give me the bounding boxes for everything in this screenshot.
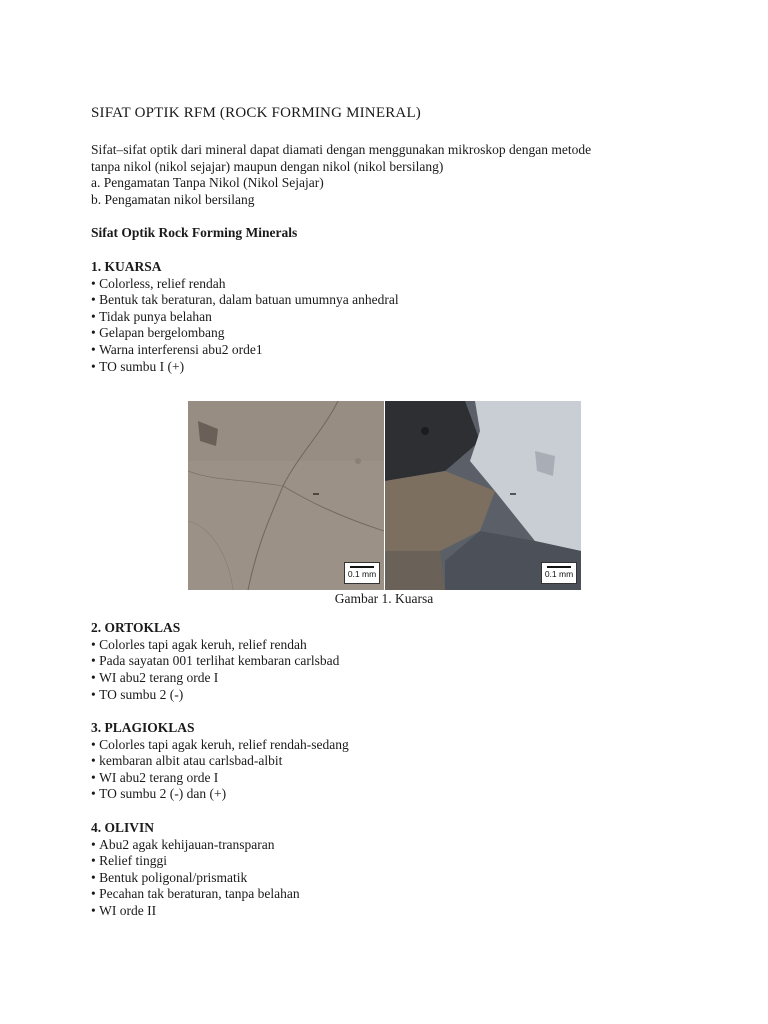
list-item: • TO sumbu 2 (-) dan (+) [91,786,691,803]
kuarsa-list [91,276,691,376]
scale-bar-left: 0.1 mm [344,562,380,584]
list-item: • Colorles tapi agak keruh, relief rendah [91,637,691,654]
quartz-micrograph-figure [188,401,581,591]
intro-line-1: Sifat–sifat optik dari mineral dapat diamati dengan menggunakan mikroskop dengan metode [91,142,592,157]
section-heading-ortoklas: 2. ORTOKLAS [91,620,181,636]
section-subheading: Sifat Optik Rock Forming Minerals [91,225,298,241]
intro-item-a: a. Pengamatan Tanpa Nikol (Nikol Sejajar) [91,175,324,191]
list-item: • Gelapan bergelombang [91,325,691,342]
micrograph-parallel-nicol [188,401,384,590]
intro-line-2: tanpa nikol (nikol sejajar) maupun dengan nikol (nikol bersilang) [91,158,444,174]
intro-item-b: b. Pengamatan nikol bersilang [91,191,255,207]
micrograph-crossed-nicol [385,401,581,590]
list-item: • Pada sayatan 001 terlihat kembaran carlsbad [91,653,691,670]
section-heading-kuarsa: 1. KUARSA [91,258,162,274]
list-item: • WI orde II [91,903,691,920]
list-item: • Abu2 agak kehijauan-transparan [91,837,691,854]
list-item: • Bentuk tak beraturan, dalam batuan umumnya anhedral [91,292,691,309]
list-item: • WI abu2 terang orde I [91,770,691,787]
list-item: • Warna interferensi abu2 orde1 [91,342,691,359]
ortoklas-list [91,637,691,703]
list-item: • kembaran albit atau carlsbad-albit [91,753,691,770]
plagioklas-list [91,737,691,803]
list-item: • TO sumbu 2 (-) [91,687,691,704]
list-item: • TO sumbu I (+) [91,359,691,376]
list-item: • Colorles tapi agak keruh, relief rendah-sedang [91,737,691,754]
list-item: • Bentuk poligonal/prismatik [91,870,691,887]
section-heading-olivin: 4. OLIVIN [91,820,155,836]
list-item: • Relief tinggi [91,853,691,870]
list-item: • WI abu2 terang orde I [91,670,691,687]
list-item: • Colorless, relief rendah [91,276,691,293]
scale-bar-right: 0.1 mm [541,562,577,584]
olivin-list [91,837,691,920]
list-item: • Tidak punya belahan [91,309,691,326]
section-heading-plagioklas: 3. PLAGIOKLAS [91,720,195,736]
document-title: SIFAT OPTIK RFM (ROCK FORMING MINERAL) [91,105,421,121]
figure-caption: Gambar 1. Kuarsa [334,591,434,606]
list-item: • Pecahan tak beraturan, tanpa belahan [91,886,691,903]
